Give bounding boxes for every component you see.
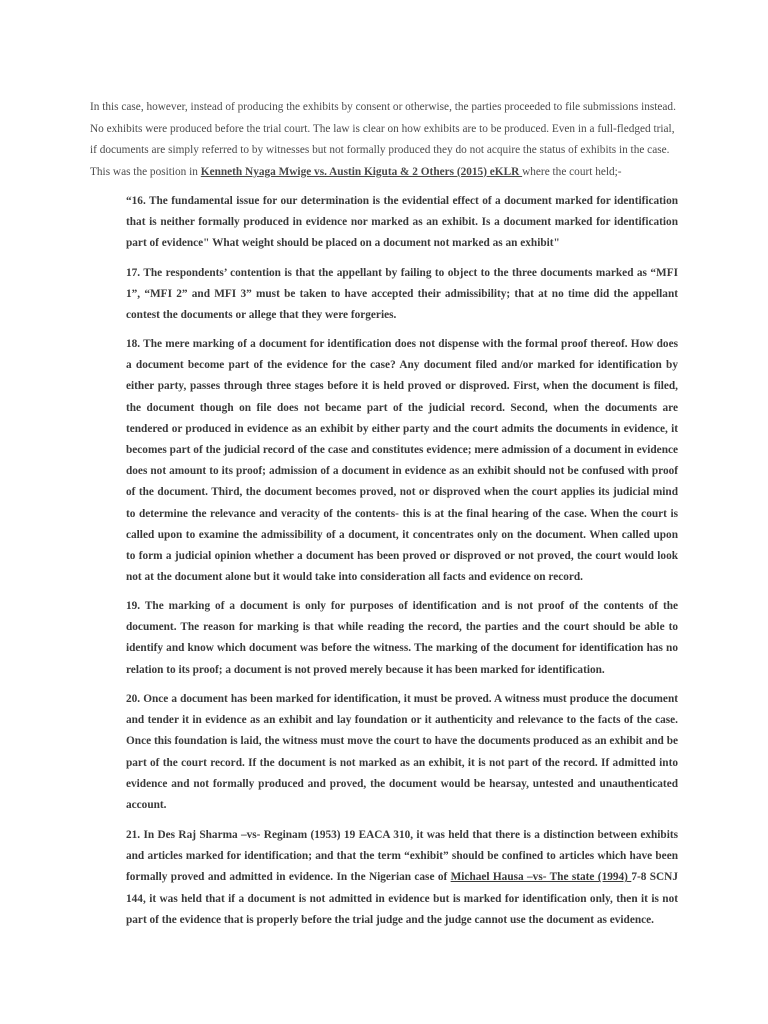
quote-paragraph-21 [126, 825, 678, 931]
intro-text: In this case, however, instead of producing the exhibits by consent or otherwise, the parties proceeded to file submissions instead. No exhibits were produced before the trial court. The law is clear on how exhibits are to be produced. Even in a full-fledged trial, if documents are simply referred to by witnesses but not formally produced they do not acquire the status of exhibits in the case. This was the position in [90, 101, 676, 178]
quote-paragraph-16: “16. The fundamental issue for our determination is the evidential effect of a document marked for identification that is neither formally produced in evidence nor marked as an exhibit. Is a document marked for identification part of evidence" What weight should be placed on a document not marked as an exhibit" [126, 195, 678, 250]
p21-text-end: 7-8 SCNJ 144, it was held that if a document is not admitted in evidence but is marked for identification only, then it is not part of the evidence that is properly before the trial judge and the judge cannot use the document as evidence. [126, 871, 678, 926]
quote-paragraph-17: 17. The respondents’ contention is that the appellant by failing to object to the three documents marked as “MFI 1”, “MFI 2” and MFI 3” must be taken to have accepted their admissibility; that at no time did the appellant contest the documents or allege that they were forgeries. [126, 267, 678, 322]
case-reference: Kenneth Nyaga Mwige vs. Austin Kiguta & 2 Others (2015) eKLR [200, 165, 523, 178]
quote-paragraph-20: 20. Once a document has been marked for identification, it must be proved. A witness must produce the document and tender it in evidence as an exhibit and lay foundation or it authenticity and relevance to the facts of the case. Once this foundation is laid, the witness must move the court to have the documents produced as an exhibit and be part of the court record. If the document is not marked as an exhibit, it is not part of the record. If admitted into evidence and not formally produced and proved, the document would be hearsay, untested and unauthenticated account. [126, 693, 678, 812]
quote-paragraph-18: 18. The mere marking of a document for identification does not dispense with the formal proof thereof. How does a document become part of the evidence for the case? Any document filed and/or marked for identification by either party, passes through three stages before it is held proved or disproved. First, when the document is filed, the document though on file does not became part of the judicial record. Second, when the documents are tendered or produced in evidence as an exhibit by either party and the court admits the documents in evidence, it becomes part of the judicial record of the case and constitutes evidence; mere admission of a document in evidence does not amount to its proof; admission of a document in evidence as an exhibit should not be confused with proof of the document. Third, the document becomes proved, not or disproved when the court applies its judicial mind to determine the relevance and veracity of the contents- this is at the final hearing of the case. When the court is called upon to examine the admissibility of a document, it concentrates only on the document. When called upon to form a judicial opinion whether a document has been proved or disproved or not proved, the court would look not at the document alone but it would take into consideration all facts and evidence on record. [126, 338, 678, 584]
case-reference-hausa: Michael Hausa –vs- The state (1994) [450, 871, 632, 884]
quote-paragraph-19: 19. The marking of a document is only for purposes of identification and is not proof of the contents of the document. The reason for marking is that while reading the record, the parties and the court should be able to identify and know which document was before the witness. The marking of the document for identification has no relation to its proof; a document is not proved merely because it has been marked for identification. [126, 600, 678, 676]
intro-paragraph [90, 97, 680, 183]
intro-text-end: where the court held;- [522, 165, 622, 178]
p21-text: 21. In Des Raj Sharma –vs- Reginam (1953) 19 EACA 310, it was held that there is a distinction between exhibits and articles marked for identification; and that the term “exhibit” should be confined to articles which have been formally proved and admitted in evidence. In the Nigerian case of [126, 829, 678, 884]
